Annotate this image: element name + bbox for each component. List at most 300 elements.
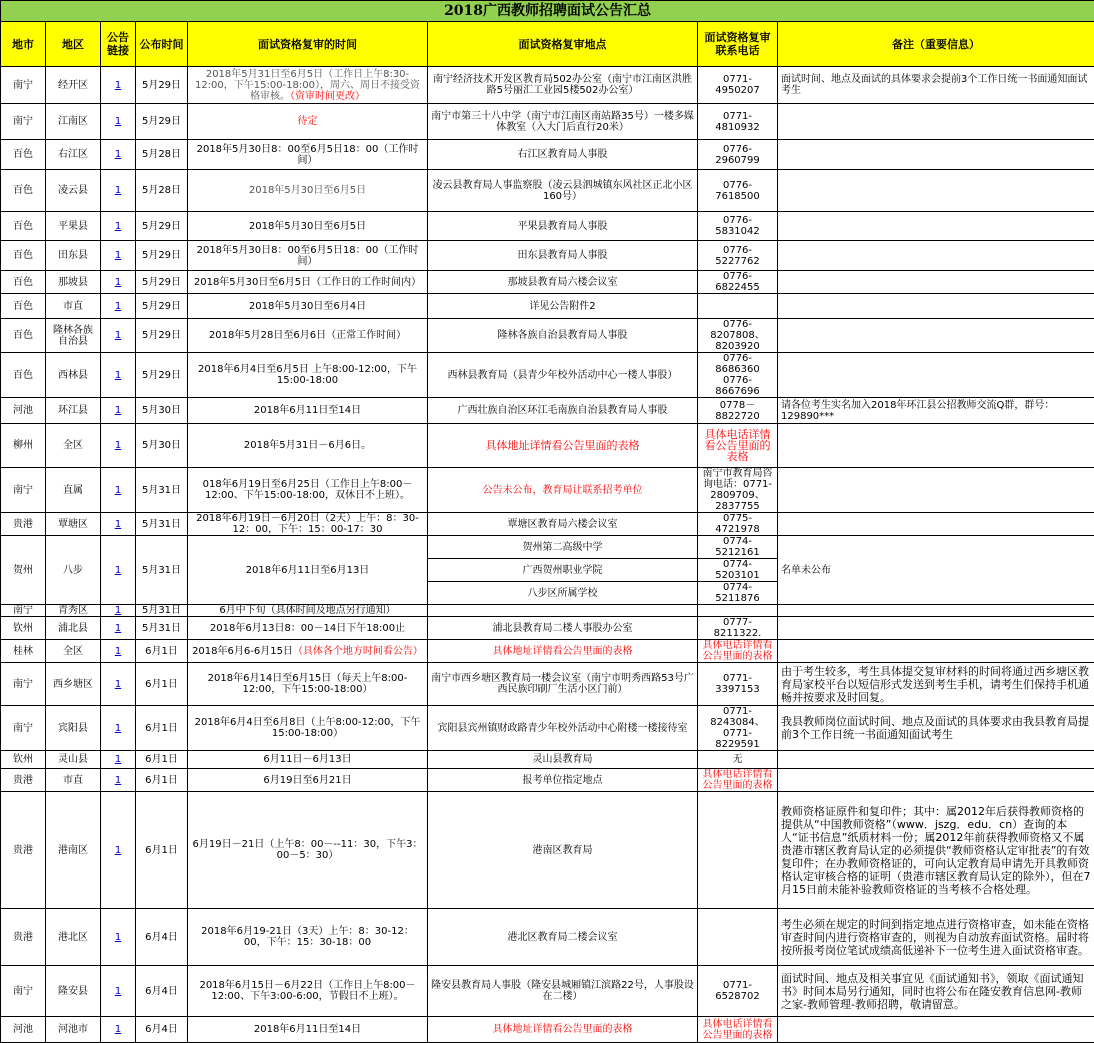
location-cell: 隆林各族自治县教育局人事股 (428, 319, 698, 353)
location-cell: 公告未公布，教育局让联系招考单位 (428, 468, 698, 513)
announcement-link[interactable]: 1 (115, 1024, 121, 1035)
city-cell: 百色 (1, 212, 46, 241)
link-cell (101, 966, 136, 1017)
location-cell: 港北区教育局二楼会议室 (428, 909, 698, 966)
table-row (1, 294, 1094, 319)
phone-cell: 0776-2960799 (698, 140, 778, 170)
notes-cell (778, 319, 1094, 353)
time-text: 2018年5月30日8：00至6月5日18：00（工作时间） (197, 245, 419, 267)
announcement-link[interactable]: 1 (115, 679, 121, 690)
date-cell: 6月1日 (136, 792, 188, 909)
time-note: （资审时间更改） (290, 91, 365, 102)
date-cell: 5月29日 (136, 294, 188, 319)
date-cell: 5月29日 (136, 241, 188, 271)
location-cell: 具体地址详情看公告里面的表格 (428, 424, 698, 468)
link-cell (101, 424, 136, 468)
time-text: 6月19日－21日（上午8：00－--11：30，下午3：00－5：30） (193, 839, 423, 861)
phone-cell: 无 (698, 751, 778, 769)
district-cell: 覃塘区 (46, 513, 101, 536)
notes-cell: 我县教师岗位面试时间、地点及面试的具体要求由我县教育局提前3个工作日统一书面通知面试考生 (778, 706, 1094, 751)
time-cell (188, 909, 428, 966)
time-cell (188, 353, 428, 398)
link-cell (101, 769, 136, 792)
district-cell: 河池市 (46, 1017, 101, 1043)
phone-cell: 0771-3397153 (698, 663, 778, 706)
time-text: 2018年5月30日8：00至6月5日18：00（工作时间） (197, 144, 419, 166)
link-cell (101, 617, 136, 640)
notes-cell (778, 640, 1094, 663)
phone-cell: 0774-5203101 (698, 559, 778, 582)
table-row (1, 468, 1094, 513)
district-cell: 隆林各族自治县 (46, 319, 101, 353)
announcement-link[interactable]: 1 (115, 80, 121, 91)
date-cell: 5月29日 (136, 212, 188, 241)
phone-cell: 具体电话详情看公告里面的表格 (698, 1017, 778, 1043)
table-row (1, 319, 1094, 353)
time-text: 2018年6月15日－6月22日（工作日上午8:00－12:00、下午3:00-6:00，节假日不上班）。 (199, 980, 415, 1002)
time-cell (188, 424, 428, 468)
phone-cell: 具体电话详情看公告里面的表格 (698, 769, 778, 792)
notes-cell (778, 468, 1094, 513)
notes-cell (778, 294, 1094, 319)
city-cell: 百色 (1, 319, 46, 353)
header-time: 面试资格复审的时间 (188, 22, 428, 67)
header-link: 公告 链接 (101, 22, 136, 67)
announcement-link[interactable]: 1 (115, 775, 121, 786)
city-cell: 南宁 (1, 966, 46, 1017)
header-notes: 备注（重要信息） (778, 22, 1094, 67)
table-row (1, 966, 1094, 1017)
phone-cell: 0776-5227762 (698, 241, 778, 271)
notes-cell: 面试时间、地点及相关事宜见《面试通知书》，领取《面试通知书》时间本局另行通知，同时也将公布在隆安教育信息网-教师之家-教师管理-教师招聘，敬请留意。 (778, 966, 1094, 1017)
time-cell (188, 319, 428, 353)
table-row (1, 1017, 1094, 1043)
notes-cell: 由于考生较多，考生具体提交复审材料的时间将通过西乡塘区教育局家校平台以短信形式发送到考生手机，请考生们保持手机通畅并按要求及时回复。 (778, 663, 1094, 706)
announcement-link[interactable]: 1 (115, 440, 121, 451)
city-cell: 百色 (1, 170, 46, 212)
phone-cell: 0771-4810932 (698, 104, 778, 140)
announcement-link[interactable]: 1 (115, 250, 121, 261)
link-cell (101, 468, 136, 513)
date-cell: 5月30日 (136, 424, 188, 468)
notes-cell: 请各位考生实名加入2018年环江县公招教师交流Q群，群号：129890*** (778, 398, 1094, 424)
time-text: 018年6月19日至6月25日（工作日上午8:00－12:00、下午15:00-18:00，双休日不上班）。 (203, 479, 413, 501)
location-cell (428, 605, 698, 617)
link-cell (101, 1017, 136, 1043)
location-cell: 浦北县教育局二楼人事股办公室 (428, 617, 698, 640)
table-row (1, 353, 1094, 398)
city-cell: 贵港 (1, 769, 46, 792)
district-cell: 青秀区 (46, 605, 101, 617)
district-cell: 港北区 (46, 909, 101, 966)
time-cell (188, 663, 428, 706)
notes-cell (778, 424, 1094, 468)
time-cell (188, 140, 428, 170)
location-cell: 八步区所属学校 (428, 582, 698, 605)
city-cell: 百色 (1, 294, 46, 319)
announcement-link[interactable]: 1 (115, 605, 121, 616)
link-cell (101, 140, 136, 170)
time-text: 6月19日至6月21日 (263, 775, 351, 786)
date-cell: 5月31日 (136, 536, 188, 605)
notes-cell (778, 212, 1094, 241)
city-cell: 百色 (1, 140, 46, 170)
link-cell (101, 67, 136, 104)
announcement-link[interactable]: 1 (115, 370, 121, 381)
time-cell (188, 104, 428, 140)
announcement-link[interactable]: 1 (115, 845, 121, 856)
phone-cell: 0776-8686360 0776-8667696 (698, 353, 778, 398)
location-cell: 覃塘区教育局六楼会议室 (428, 513, 698, 536)
link-cell (101, 640, 136, 663)
date-cell: 5月30日 (136, 398, 188, 424)
date-cell: 5月29日 (136, 67, 188, 104)
announcement-link[interactable]: 1 (115, 405, 121, 416)
phone-cell: 0778－8822720 (698, 398, 778, 424)
announcement-link[interactable]: 1 (115, 221, 121, 232)
phone-cell: 具体电话详情看公告里面的表格 (698, 640, 778, 663)
phone-cell: 0777-8211322. (698, 617, 778, 640)
location-cell: 凌云县教育局人事监察股（凌云县泗城镇东风社区正北小区160号） (428, 170, 698, 212)
city-cell: 贵港 (1, 792, 46, 909)
date-cell: 6月1日 (136, 640, 188, 663)
city-cell: 南宁 (1, 663, 46, 706)
table-row (1, 792, 1094, 909)
district-cell: 江南区 (46, 104, 101, 140)
link-cell (101, 104, 136, 140)
time-cell (188, 769, 428, 792)
time-text: 6月中下旬（具体时间及地点另行通知） (219, 605, 395, 616)
table-row (1, 663, 1094, 706)
location-cell: 贺州第二高级中学 (428, 536, 698, 559)
notes-cell (778, 513, 1094, 536)
link-cell (101, 398, 136, 424)
announcement-link[interactable]: 1 (115, 116, 121, 127)
header-phone: 面试资格复审 联系电话 (698, 22, 778, 67)
notes-cell (778, 271, 1094, 294)
city-cell: 百色 (1, 353, 46, 398)
city-cell: 南宁 (1, 706, 46, 751)
district-cell: 西林县 (46, 353, 101, 398)
time-text: 2018年5月31日至6月5日（工作日上午8:30-12:00，下午15:00-18:00），周六、周日不接受资格审核。 (195, 69, 420, 102)
city-cell: 桂林 (1, 640, 46, 663)
phone-cell: 南宁市教育局咨询电话：0771-2809709、2837755 (698, 468, 778, 513)
date-cell: 6月1日 (136, 751, 188, 769)
time-text: 2018年5月30日至6月5日（工作日的工作时间内） (194, 277, 421, 288)
table-row (1, 536, 1094, 559)
time-cell (188, 468, 428, 513)
announcement-link[interactable]: 1 (115, 754, 121, 765)
phone-cell: 0774-5212161 (698, 536, 778, 559)
time-text: 2018年6月4日至6月5日 上午8:00-12:00，下午15:00-18:00 (198, 364, 417, 386)
notes-cell: 教师资格证原件和复印件；其中：属2012年后获得教师资格的提供从“中国教师资格”（www．jszg．edu．cn）查询的本人“证书信息”纸质材料一份；属2012年前获得教师资格又不属贵港市辖区教育局认定的必须提供“教师资格认定审批表”的有效复印件；在办教师资格证的，可向认定教育局申请先开具教师资格认定审核合格的证明（贵港市辖区教育局认定的除外），但在7月15日前未能补验教师资格证的当考核不合格处理。 (778, 792, 1094, 909)
district-cell: 右江区 (46, 140, 101, 170)
date-cell: 6月4日 (136, 909, 188, 966)
district-cell: 西乡塘区 (46, 663, 101, 706)
district-cell: 市直 (46, 294, 101, 319)
phone-cell: 0774-5211876 (698, 582, 778, 605)
city-cell: 百色 (1, 241, 46, 271)
announcement-link[interactable]: 1 (115, 301, 121, 312)
link-cell (101, 294, 136, 319)
header-district: 地区 (46, 22, 101, 67)
phone-cell (698, 605, 778, 617)
city-cell: 贺州 (1, 536, 46, 605)
table-row (1, 212, 1094, 241)
notes-cell (778, 617, 1094, 640)
district-cell: 宾阳县 (46, 706, 101, 751)
time-cell (188, 792, 428, 909)
time-text: 2018年6月14日至6月15日（每天上午8:00-12:00，下午15:00-18:00） (208, 673, 408, 695)
time-text: 2018年5月28日至6月6日（正常工作时间） (209, 330, 406, 341)
time-text: 2018年6月6-6月15日 (192, 646, 293, 657)
time-cell (188, 294, 428, 319)
date-cell: 5月28日 (136, 170, 188, 212)
district-cell: 田东县 (46, 241, 101, 271)
district-cell: 市直 (46, 769, 101, 792)
date-cell: 5月29日 (136, 104, 188, 140)
phone-cell (698, 792, 778, 909)
notes-cell: 考生必须在规定的时间到指定地点进行资格审查，如未能在资格审查时间内进行资格审查的，则视为自动放弃面试资格。届时将按所报考岗位笔试成绩高低递补下一位考生进入面试资格审查。 (778, 909, 1094, 966)
table-row (1, 140, 1094, 170)
phone-cell (698, 294, 778, 319)
phone-cell (698, 909, 778, 966)
link-cell (101, 536, 136, 605)
location-cell: 详见公告附件2 (428, 294, 698, 319)
location-cell: 隆安县教育局人事股（隆安县城厢镇江滨路22号，人事股设在二楼） (428, 966, 698, 1017)
table-row (1, 617, 1094, 640)
location-cell: 广西壮族自治区环江毛南族自治县教育局人事股 (428, 398, 698, 424)
location-cell: 具体地址详情看公告里面的表格 (428, 640, 698, 663)
time-cell (188, 513, 428, 536)
phone-cell: 0776-6822455 (698, 271, 778, 294)
time-cell (188, 1017, 428, 1043)
time-text: 2018年6月11日至14日 (254, 1024, 361, 1035)
table-row (1, 706, 1094, 751)
link-cell (101, 241, 136, 271)
link-cell (101, 792, 136, 909)
location-cell: 广西贺州职业学院 (428, 559, 698, 582)
link-cell (101, 353, 136, 398)
date-cell: 6月4日 (136, 966, 188, 1017)
table-row (1, 104, 1094, 140)
table-row (1, 398, 1094, 424)
link-cell (101, 605, 136, 617)
location-cell: 田东县教育局人事股 (428, 241, 698, 271)
table-row (1, 751, 1094, 769)
time-cell (188, 67, 428, 104)
city-cell: 南宁 (1, 468, 46, 513)
district-cell: 经开区 (46, 67, 101, 104)
phone-cell: 0776-7618500 (698, 170, 778, 212)
date-cell: 6月1日 (136, 706, 188, 751)
notes-cell (778, 1017, 1094, 1043)
table-row (1, 605, 1094, 617)
time-text: 2018年6月13日8：00－14日下午18:00止 (210, 623, 405, 634)
location-cell: 那坡县教育局六楼会议室 (428, 271, 698, 294)
time-cell (188, 966, 428, 1017)
city-cell: 南宁 (1, 67, 46, 104)
location-cell: 港南区教育局 (428, 792, 698, 909)
table-row (1, 640, 1094, 663)
time-cell (188, 212, 428, 241)
link-cell (101, 663, 136, 706)
time-text: 2018年6月4日至6月8日（上午8:00-12:00，下午15:00-18:00） (195, 717, 421, 739)
link-cell (101, 271, 136, 294)
location-cell: 南宁市第三十八中学（南宁市江南区南站路35号）一楼多媒体教室（入大门后直行20米） (428, 104, 698, 140)
time-text: 2018年6月19-21日（3天）上午：8：30-12：00，下午：15：30-18：00 (201, 926, 414, 948)
date-cell: 5月31日 (136, 513, 188, 536)
time-text: 2018年5月31日－6月6日。 (244, 440, 371, 451)
district-cell: 凌云县 (46, 170, 101, 212)
link-cell (101, 513, 136, 536)
time-text: 2018年6月11日至14日 (254, 405, 361, 416)
district-cell: 全区 (46, 424, 101, 468)
announcement-link[interactable]: 1 (115, 185, 121, 196)
announcement-link[interactable]: 1 (115, 330, 121, 341)
city-cell: 钦州 (1, 751, 46, 769)
link-cell (101, 170, 136, 212)
district-cell: 八步 (46, 536, 101, 605)
link-cell (101, 751, 136, 769)
time-cell (188, 536, 428, 605)
location-cell: 具体地址详情看公告里面的表格 (428, 1017, 698, 1043)
link-cell (101, 909, 136, 966)
phone-cell: 0776-8207808、8203920 (698, 319, 778, 353)
announcement-link[interactable]: 1 (115, 723, 121, 734)
link-cell (101, 319, 136, 353)
table-row (1, 424, 1094, 468)
notes-cell (778, 353, 1094, 398)
date-cell: 5月31日 (136, 468, 188, 513)
announcement-link[interactable]: 1 (115, 519, 121, 530)
district-cell: 浦北县 (46, 617, 101, 640)
announcement-link[interactable]: 1 (115, 646, 121, 657)
time-text: 2018年6月11日至6月13日 (246, 565, 370, 576)
phone-cell: 0776-5831042 (698, 212, 778, 241)
date-cell: 5月31日 (136, 605, 188, 617)
notes-cell (778, 170, 1094, 212)
notes-cell (778, 769, 1094, 792)
date-cell: 5月28日 (136, 140, 188, 170)
announcement-link[interactable]: 1 (115, 149, 121, 160)
city-cell: 贵港 (1, 513, 46, 536)
notes-cell (778, 104, 1094, 140)
time-cell (188, 706, 428, 751)
district-cell: 灵山县 (46, 751, 101, 769)
time-text: 2018年6月19日－6月20日（2天）上午：8：30-12：00，下午：15：00-17：30 (196, 513, 419, 535)
phone-cell: 具体电话详情看公告里面的表格 (698, 424, 778, 468)
city-cell: 河池 (1, 1017, 46, 1043)
notes-cell (778, 140, 1094, 170)
city-cell: 钦州 (1, 617, 46, 640)
notes-cell: 面试时间、地点及面试的具体要求会提前3个工作日统一书面通知面试考生 (778, 67, 1094, 104)
phone-cell: 0771-6528702 (698, 966, 778, 1017)
time-cell (188, 241, 428, 271)
time-text: 6月11日－6月13日 (263, 754, 351, 765)
link-cell (101, 706, 136, 751)
table-row (1, 67, 1094, 104)
time-cell (188, 605, 428, 617)
notes-cell (778, 241, 1094, 271)
time-text: 2018年5月30日至6月4日 (249, 301, 366, 312)
table-row (1, 909, 1094, 966)
city-cell: 南宁 (1, 605, 46, 617)
announcement-link[interactable]: 1 (115, 565, 121, 576)
notes-cell: 名单未公布 (778, 536, 1094, 605)
district-cell: 隆安县 (46, 966, 101, 1017)
time-cell (188, 751, 428, 769)
city-cell: 南宁 (1, 104, 46, 140)
location-cell: 南宁市西乡塘区教育局一楼会议室（南宁市明秀西路53号广西民族印刷厂生活小区门前） (428, 663, 698, 706)
time-cell (188, 271, 428, 294)
announcement-link[interactable]: 1 (115, 623, 121, 634)
table-row (1, 769, 1094, 792)
header-location: 面试资格复审地点 (428, 22, 698, 67)
date-cell: 6月1日 (136, 769, 188, 792)
date-cell: 6月1日 (136, 663, 188, 706)
location-cell: 西林县教育局（县青少年校外活动中心一楼人事股） (428, 353, 698, 398)
time-cell (188, 640, 428, 663)
location-cell: 南宁经济技术开发区教育局502办公室（南宁市江南区洪胜路5号丽汇工业园5楼502办公室） (428, 67, 698, 104)
announcement-link[interactable]: 1 (115, 932, 121, 943)
district-cell: 直属 (46, 468, 101, 513)
notes-cell (778, 605, 1094, 617)
location-cell: 右江区教育局人事股 (428, 140, 698, 170)
time-cell (188, 398, 428, 424)
location-cell: 平果县教育局人事股 (428, 212, 698, 241)
link-cell (101, 212, 136, 241)
time-text: 待定 (298, 116, 318, 127)
header-date: 公布时间 (136, 22, 188, 67)
table-row (1, 170, 1094, 212)
district-cell: 全区 (46, 640, 101, 663)
time-cell (188, 617, 428, 640)
header-city: 地市 (1, 22, 46, 67)
district-cell: 平果县 (46, 212, 101, 241)
time-note: （具体各个地方时间看公告） (293, 646, 423, 657)
district-cell: 环江县 (46, 398, 101, 424)
date-cell: 5月29日 (136, 319, 188, 353)
date-cell: 5月29日 (136, 271, 188, 294)
location-cell: 报考单位指定地点 (428, 769, 698, 792)
table-row (1, 513, 1094, 536)
table-row (1, 241, 1094, 271)
table-title: 2018广西教师招聘面试公告汇总 (1, 1, 1094, 22)
date-cell: 5月31日 (136, 617, 188, 640)
announcement-link[interactable]: 1 (115, 986, 121, 997)
date-cell: 6月4日 (136, 1017, 188, 1043)
announcement-link[interactable]: 1 (115, 277, 121, 288)
phone-cell: 0775-4721978 (698, 513, 778, 536)
phone-cell: 0771-4950207 (698, 67, 778, 104)
announcement-link[interactable]: 1 (115, 485, 121, 496)
time-text: 2018年5月30日至6月5日 (249, 185, 366, 196)
date-cell: 5月29日 (136, 353, 188, 398)
location-cell: 宾阳县宾州镇财政路青少年校外活动中心附楼一楼接待室 (428, 706, 698, 751)
notes-cell (778, 751, 1094, 769)
city-cell: 柳州 (1, 424, 46, 468)
phone-cell: 0771-8243084、0771-8229591 (698, 706, 778, 751)
district-cell: 那坡县 (46, 271, 101, 294)
city-cell: 河池 (1, 398, 46, 424)
time-text: 2018年5月30日至6月5日 (249, 221, 366, 232)
time-cell (188, 170, 428, 212)
city-cell: 贵港 (1, 909, 46, 966)
district-cell: 港南区 (46, 792, 101, 909)
city-cell: 百色 (1, 271, 46, 294)
location-cell: 灵山县教育局 (428, 751, 698, 769)
